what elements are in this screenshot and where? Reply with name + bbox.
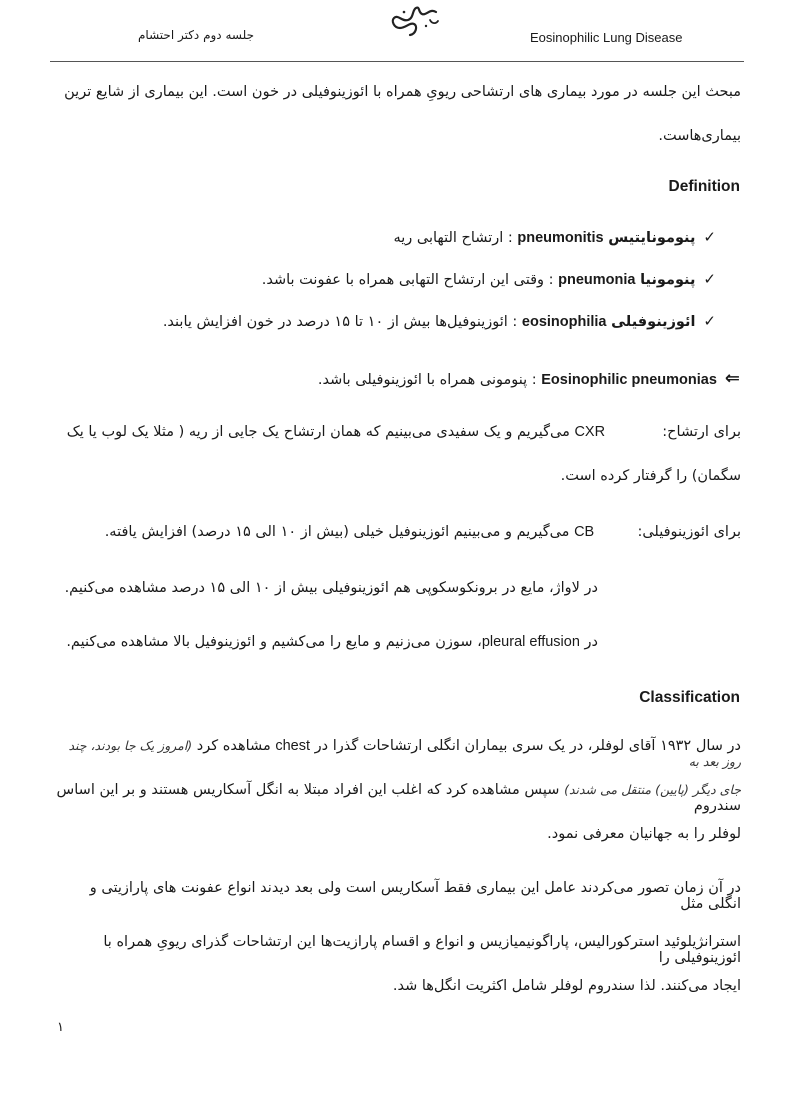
- classification-p1-line-2: [53, 782, 741, 814]
- checkmark-icon: ✓: [703, 312, 716, 330]
- definition-item: [163, 312, 716, 330]
- header-divider: [50, 61, 744, 62]
- classification-p1-line-1: [53, 738, 741, 770]
- header-session: جلسه دوم دکتر احتشام: [137, 28, 254, 42]
- term-definition: : ائوزینوفیل‌ها بیش از ۱۰ تا ۱۵ درصد در خون افزایش یابند.: [162, 314, 518, 330]
- term-en: eosinophilia: [521, 314, 607, 330]
- text-a: در سال ۱۹۳۲ آقای لوفلر، در یک سری بیماران انگلی ارتشاحات گذرا در: [314, 738, 741, 754]
- classification-p2-line-1: در آن زمان تصور می‌کردند عامل این بیماری فقط آسکاریس است ولی بعد دیدند انواع عفونت های پارازیتی و انگلی مثل: [89, 880, 741, 912]
- chest-term: chest: [275, 738, 311, 754]
- infiltrate-label: برای ارتشاح:: [662, 424, 741, 440]
- definition-heading: Definition: [668, 178, 740, 195]
- infiltrate-line-2: سگمان) را گرفتار کرده است.: [560, 468, 741, 484]
- term-en: Eosinophilic pneumonias: [541, 372, 717, 388]
- classification-p1-line-3: لوفلر را به جهانیان معرفی نمود.: [547, 826, 741, 842]
- term-definition: : وقتی این ارتشاح التهابی همراه با عفونت باشد.: [261, 272, 554, 288]
- term-fa: ائوزینوفیلی: [611, 314, 696, 330]
- term-fa: پنومونیا: [640, 272, 696, 288]
- handwritten-note: جای دیگر (پایین) منتقل می شدند): [564, 782, 741, 797]
- definition-item: [262, 270, 716, 288]
- eosinophilia-line-1: [53, 524, 741, 540]
- intro-line-2: بیماری‌هاست.: [658, 128, 741, 144]
- classification-heading: Classification: [639, 689, 740, 706]
- checkmark-icon: ✓: [703, 270, 716, 288]
- infiltrate-line-1: [53, 424, 741, 440]
- text: سپس مشاهده کرد که اغلب این افراد مبتلا به انگل آسکاریس هستند و بر این اساس سندروم: [56, 782, 741, 814]
- eosinophilia-line-2: در لاواژ، مایع در برونکوسکوپی هم ائوزینوفیلی بیش از ۱۰ الی ۱۵ درصد مشاهده می‌کنیم.: [64, 580, 598, 596]
- term-en: pneumonitis: [517, 230, 604, 246]
- pleural-effusion-term: pleural effusion: [481, 634, 580, 650]
- term-fa: پنومونایتیس: [608, 230, 696, 246]
- cxr-term: CXR: [574, 424, 606, 440]
- eosinophilia-text: می‌گیریم و می‌بینیم ائوزینوفیل خیلی (بیش از ۱۰ الی ۱۵ درصد) افزایش یافته.: [104, 524, 570, 540]
- text-pre: در: [584, 634, 598, 650]
- handwritten-note: (امروز یک جا بودند، چند روز بعد به: [68, 738, 741, 769]
- classification-p2-line-2: استرانژیلوئید استرکورالیس، پاراگونیمیازیس و انواع و اقسام پارازیت‌ها این ارتشاحات گذرای ریویِ همراه با ائوزینوفیلی را: [103, 934, 741, 966]
- header-title: Eosinophilic Lung Disease: [530, 30, 683, 45]
- intro-line-1: مبحث این جلسه در مورد بیماری های ارتشاحی ریویِ همراه با ائوزینوفیلی در خون است. این بیماری از شایع ترین: [64, 84, 741, 100]
- infiltrate-text: می‌گیریم و یک سفیدی می‌بینیم که همان ارتشاح یک جایی از ریه ( مثلا یک لوب یا یک: [66, 424, 570, 440]
- cb-term: CB: [574, 524, 595, 540]
- term-definition: : پنومونی همراه با ائوزینوفیلی باشد.: [317, 372, 537, 388]
- text-b: مشاهده کرد: [196, 738, 271, 754]
- text-post: ، سوزن می‌زنیم و مایع را می‌کشیم و ائوزینوفیل بالا مشاهده می‌کنیم.: [66, 634, 482, 650]
- definition-item: [393, 228, 716, 246]
- eosinophilic-pneumonias-definition: [318, 368, 740, 389]
- term-en: pneumonia: [558, 272, 636, 288]
- term-definition: : ارتشاح التهابی ریه: [393, 230, 513, 246]
- checkmark-icon: ✓: [703, 228, 716, 246]
- eosinophilia-line-3: [53, 634, 598, 650]
- calligraphy-logo: [386, 4, 442, 38]
- page-number: ۱: [57, 1020, 64, 1035]
- eosinophilia-label: برای ائوزینوفیلی:: [637, 524, 741, 540]
- implies-arrow-icon: ⇐: [724, 368, 740, 389]
- classification-p2-line-3: ایجاد می‌کنند. لذا سندروم لوفلر شامل اکثریت انگل‌ها شد.: [392, 978, 741, 994]
